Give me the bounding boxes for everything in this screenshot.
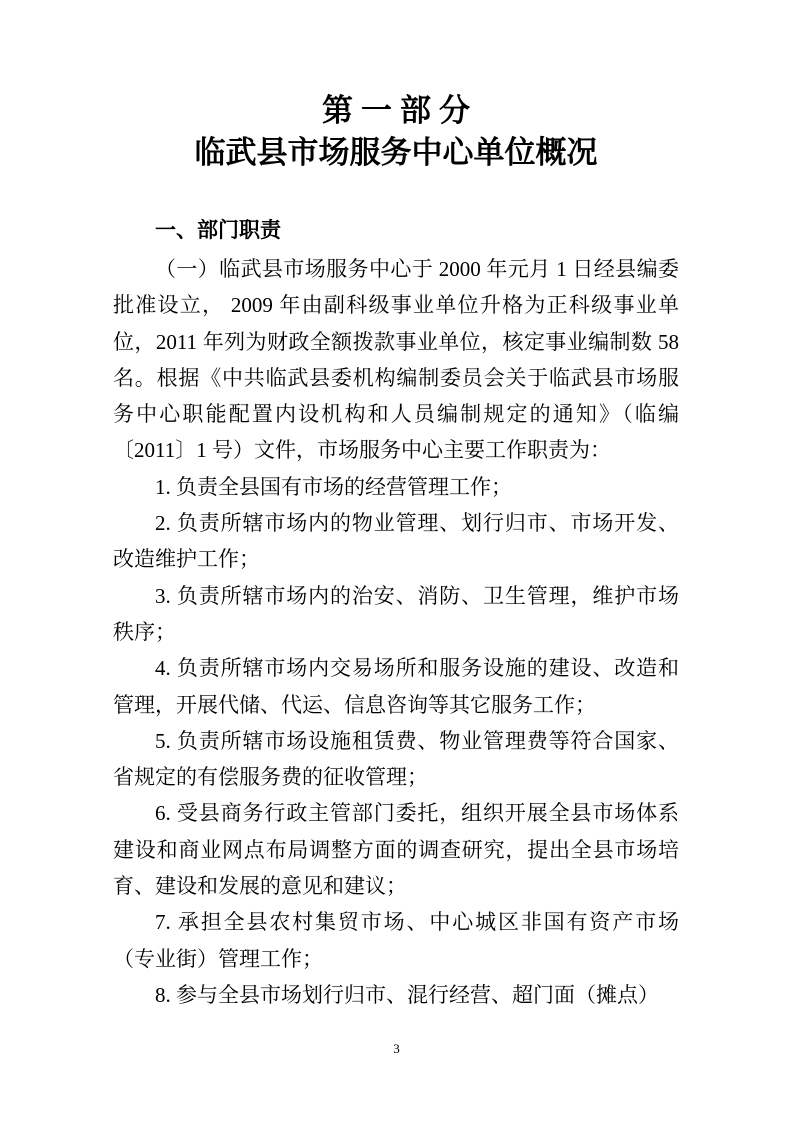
paragraph-duty-2: 2. 负责所辖市场内的物业管理、划行归市、市场开发、改造维护工作；: [113, 511, 679, 572]
doc-title: [113, 90, 679, 174]
paragraph-duty-5: 5. 负责所辖市场设施租赁费、物业管理费等符合国家、省规定的有偿服务费的征收管理；: [113, 728, 679, 790]
paragraph-duty-7: 7. 承担全县农村集贸市场、中心城区非国有资产市场（专业街）管理工作；: [113, 910, 679, 971]
section-heading-department-duties: 一、部门职责: [155, 219, 281, 242]
paragraph-duty-1: 1. 负责全县国有市场的经营管理工作；: [155, 474, 512, 499]
doc-title-part-label: 第一部分: [322, 93, 478, 128]
paragraph-duty-3: 3. 负责所辖市场内的治安、消防、卫生管理，维护市场秩序；: [113, 583, 679, 644]
paragraph-duty-6: 6. 受县商务行政主管部门委托，组织开展全县市场体系建设和商业网点布局调整方面的调查研究，提出全县市场培育、建设和发展的意见和建议；: [113, 801, 679, 899]
paragraph-intro: （一）临武县市场服务中心于 2000 年元月 1 日经县编委批准设立， 2009 年由副科级事业单位升格为正科级事业单位，2011 年列为财政全额拨款事业单位，核定事业编制数 58 名。根据《中共临武县委机构编制委员会关于临武县市场服务中心职能配置内设机构和人员编制规定的通知》（临编〔2011〕1 号）文件，市场服务中心主要工作职责为：: [113, 257, 679, 463]
page-footer: [0, 1040, 793, 1058]
document-body: [113, 251, 679, 1013]
paragraph-duty-4: 4. 负责所辖市场内交易场所和服务设施的建设、改造和管理，开展代储、代运、信息咨询等其它服务工作；: [113, 656, 679, 717]
page-number: 3: [393, 1041, 400, 1056]
doc-title-unit-name: 临武县市场服务中心单位概况: [194, 135, 598, 170]
paragraph-duty-8: 8. 参与全县市场划行归市、混行经营、超门面（摊点）: [155, 982, 659, 1007]
